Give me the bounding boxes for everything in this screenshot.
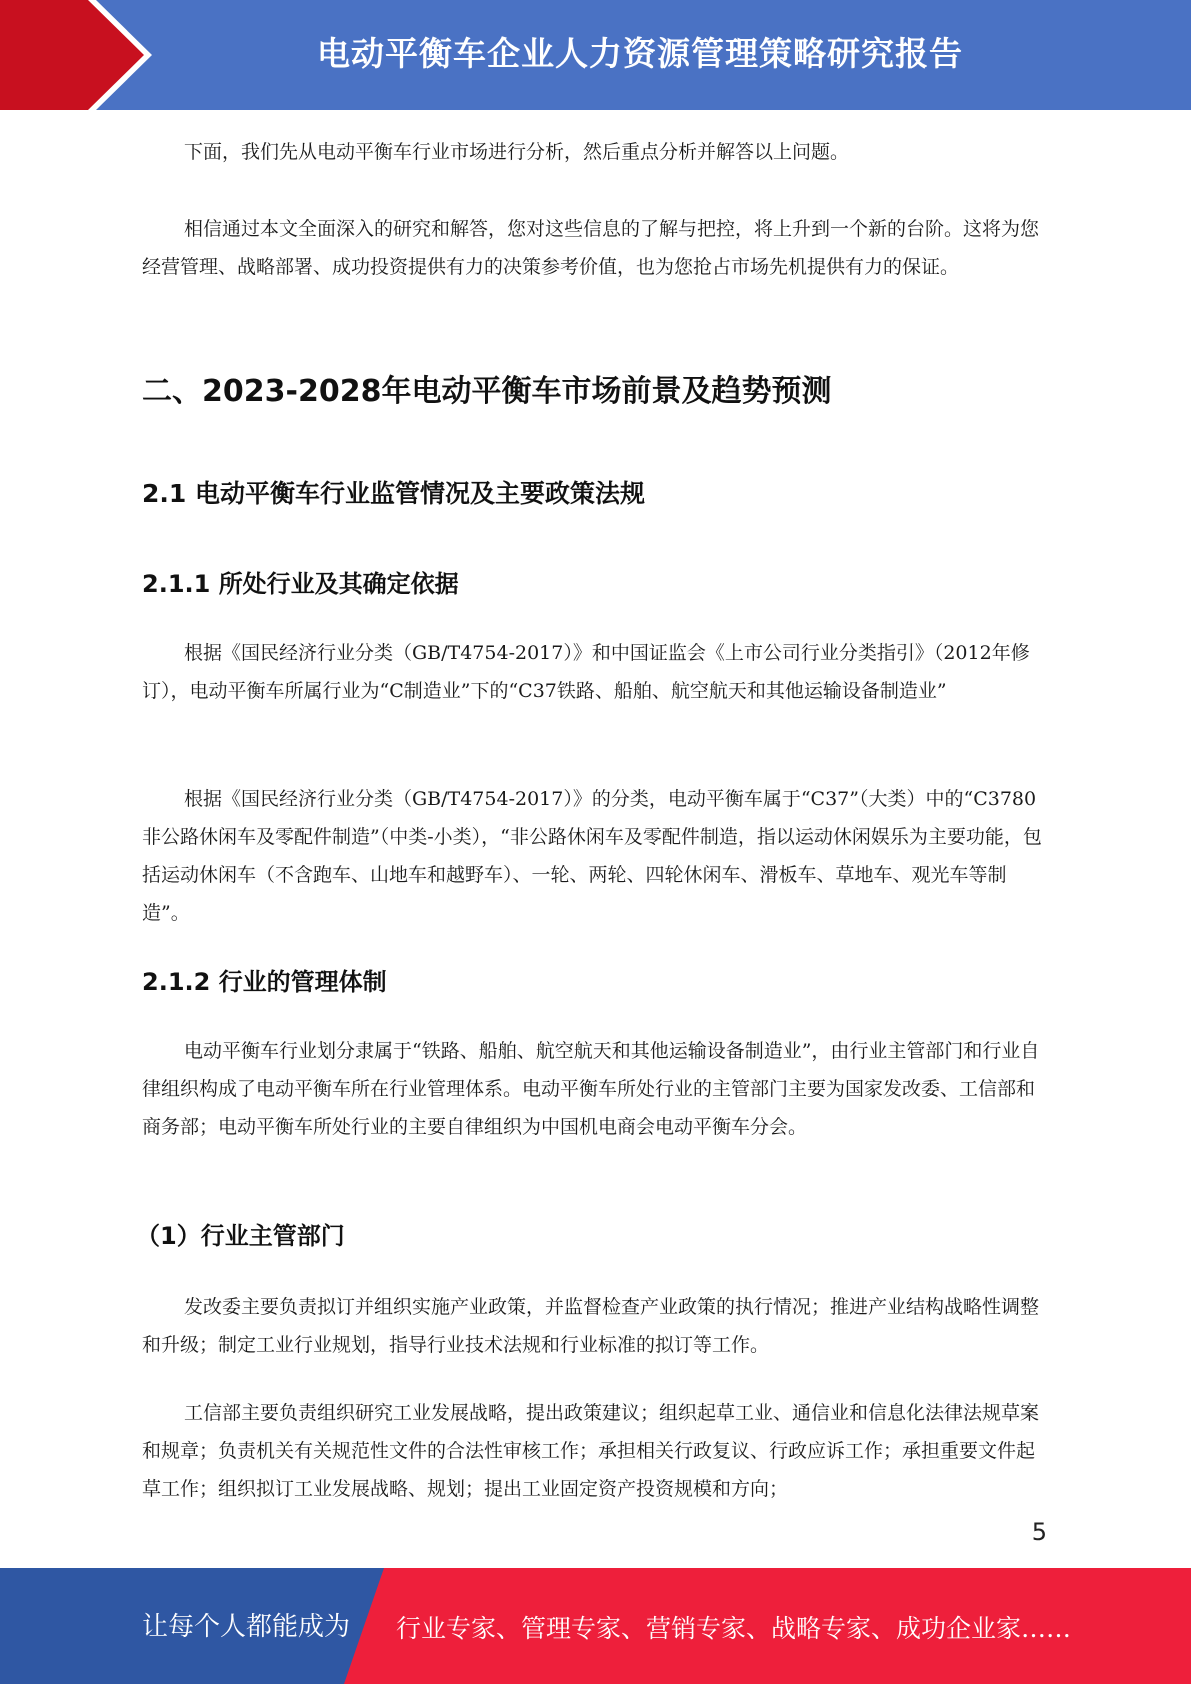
heading-2-1-2: 2.1.2 行业的管理体制 [142,968,387,996]
report-title: 电动平衡车企业人力资源管理策略研究报告 [317,34,963,73]
footer-slogan-left: 让每个人都能成为 [142,1612,351,1642]
heading-2-1: 2.1 电动平衡车行业监管情况及主要政策法规 [142,479,645,508]
heading-2-1-1: 2.1.1 所处行业及其确定依据 [142,570,459,598]
heading-competent-authorities: （1）行业主管部门 [136,1222,345,1250]
intro-paragraph-2: 相信通过本文全面深入的研究和解答，您对这些信息的了解与把控，将上升到一个新的台阶。这将为您经营管理、战略部署、成功投资提供有力的决策参考价值，也为您抢占市场先机提供有力的保证。 [142,218,1040,278]
paragraph-industry-classification: 根据《国民经济行业分类（GB/T4754-2017）》和中国证监会《上市公司行业分类指引》（2012年修订），电动平衡车所属行业为“C制造业”下的“C37铁路、船舶、航空航天和其他运输设备制造业” [142,642,1030,702]
page-number: 5 [1031,1518,1047,1546]
paragraph-miit: 工信部主要负责组织研究工业发展战略，提出政策建议；组织起草工业、通信业和信息化法律法规草案和规章；负责机关有关规范性文件的合法性审核工作；承担相关行政复议、行政应诉工作；承担重要文件起草工作；组织拟订工业发展战略、规划；提出工业固定资产投资规模和方向； [142,1402,1040,1500]
paragraph-industry-category: 根据《国民经济行业分类（GB/T4754-2017）》的分类，电动平衡车属于“C37”（大类）中的“C3780非公路休闲车及零配件制造”（中类-小类），“非公路休闲车及零配件制造，指以运动休闲娱乐为主要功能，包括运动休闲车（不含跑车、山地车和越野车）、一轮、两轮、四轮休闲车、滑板车、草地车、观光车等制造”。 [142,788,1042,924]
paragraph-management-system: 电动平衡车行业划分隶属于“铁路、船舶、航空航天和其他运输设备制造业”，由行业主管部门和行业自律组织构成了电动平衡车所在行业管理体系。电动平衡车所处行业的主管部门主要为国家发改委、工信部和商务部；电动平衡车所处行业的主要自律组织为中国机电商会电动平衡车分会。 [142,1040,1040,1138]
paragraph-ndrc: 发改委主要负责拟订并组织实施产业政策，并监督检查产业政策的执行情况；推进产业结构战略性调整和升级；制定工业行业规划，指导行业技术法规和行业标准的拟订等工作。 [142,1296,1040,1356]
section-heading-2: 二、2023-2028年电动平衡车市场前景及趋势预测 [142,374,832,409]
footer-slogan-right: 行业专家、管理专家、营销专家、战略专家、成功企业家…… [396,1614,1072,1643]
intro-paragraph-1: 下面，我们先从电动平衡车行业市场进行分析，然后重点分析并解答以上问题。 [184,141,850,163]
